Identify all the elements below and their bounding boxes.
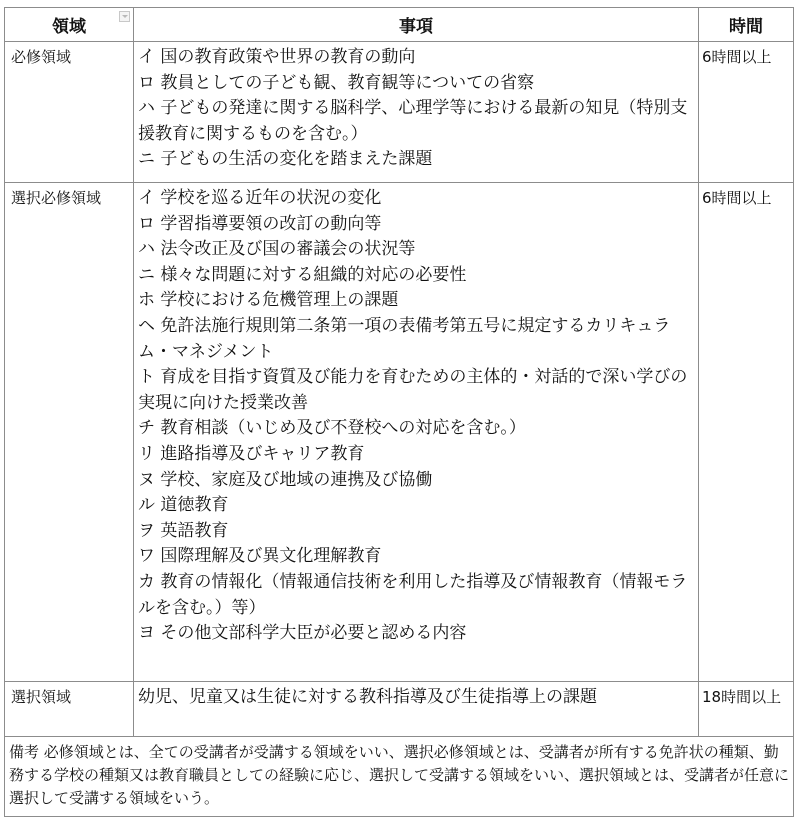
header-items <box>134 8 699 42</box>
note-row <box>5 737 794 817</box>
list-item: ト 育成を目指す資質及び能力を育むための主体的・対話的で深い学びの実現に向けた授業改善 <box>138 367 688 413</box>
table-row-elective-required <box>5 183 794 682</box>
list-item: ヌ 学校、家庭及び地域の連携及び協働 <box>138 469 433 490</box>
hours-cell: 18時間以上 <box>699 682 794 737</box>
list-item: イ 国の教育政策や世界の教育の動向 <box>138 47 416 67</box>
domain-cell: 必修領域 <box>5 42 134 183</box>
header-domain-label: 領域 <box>52 17 86 37</box>
filter-dropdown-icon[interactable] <box>119 11 130 22</box>
list-item: カ 教育の情報化（情報通信技術を利用した指導及び情報教育（情報モラルを含む。）等） <box>138 571 688 618</box>
domain-cell: 選択領域 <box>5 682 134 737</box>
list-item: ニ 様々な問題に対する組織的対応の必要性 <box>138 264 467 285</box>
list-item: ハ 子どもの発達に関する脳科学、心理学等における最新の知見（特別支援教育に関するものを含む。） <box>138 98 688 144</box>
note-cell: 備考 必修領域とは、全ての受講者が受講する領域をいい、選択必修領域とは、受講者が所有する免許状の種類、勤務する学校の種類又は教育職員としての経験に応じ、選択して受講する領域をいい、選択領域とは、受講者が任意に選択して受講する領域をいう。 <box>5 737 794 817</box>
list-item: ヨ その他文部科学大臣が必要と認める内容 <box>138 623 467 644</box>
header-row <box>5 8 794 42</box>
requirements-table <box>4 7 794 817</box>
list-item: ハ 法令改正及び国の審議会の状況等 <box>138 239 416 260</box>
items-cell <box>134 183 699 682</box>
table-row-required <box>5 42 794 183</box>
hours-cell: 6時間以上 <box>699 42 794 183</box>
list-item: ル 道徳教育 <box>138 495 229 516</box>
list-item: 幼児、児童又は生徒に対する教科指導及び生徒指導上の課題 <box>138 687 597 707</box>
list-item: ロ 学習指導要領の改訂の動向等 <box>138 213 382 234</box>
items-cell <box>134 682 699 737</box>
items-cell <box>134 42 699 183</box>
header-hours <box>699 8 794 42</box>
domain-cell: 選択必修領域 <box>5 183 134 682</box>
list-item: ヘ 免許法施行規則第二条第一項の表備考第五号に規定するカリキュラム・マネジメント <box>138 315 671 362</box>
header-items-label: 事項 <box>399 17 433 37</box>
list-item: ホ 学校における危機管理上の課題 <box>138 290 399 311</box>
hours-cell: 6時間以上 <box>699 183 794 682</box>
list-item: イ 学校を巡る近年の状況の変化 <box>138 188 382 208</box>
list-item: ニ 子どもの生活の変化を踏まえた課題 <box>138 149 433 170</box>
list-item: ヲ 英語教育 <box>138 520 229 541</box>
header-domain[interactable] <box>5 8 134 42</box>
list-item: ロ 教員としての子ども観、教育観等についての省察 <box>138 72 535 93</box>
header-hours-label: 時間 <box>729 17 763 37</box>
list-item: ワ 国際理解及び異文化理解教育 <box>138 546 382 567</box>
list-item: チ 教育相談（いじめ及び不登校への対応を含む。） <box>138 418 526 439</box>
list-item: リ 進路指導及びキャリア教育 <box>138 443 365 464</box>
table-row-elective <box>5 682 794 737</box>
